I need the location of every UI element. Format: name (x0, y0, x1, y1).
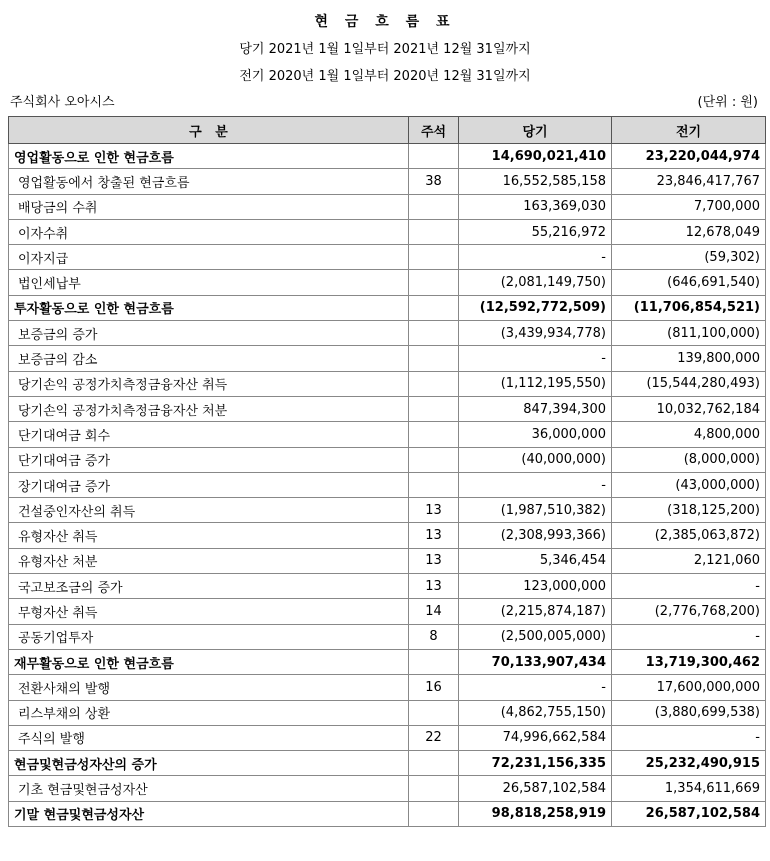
table-row (9, 270, 766, 295)
row-note (409, 801, 459, 826)
row-note: 13 (409, 574, 459, 599)
row-current-amount: (4,862,755,150) (459, 700, 612, 725)
row-label: 현금및현금성자산의 증가 (9, 751, 409, 776)
row-prior-amount: (2,776,768,200) (612, 599, 766, 624)
row-current-amount: 55,216,972 (459, 219, 612, 244)
row-label: 이자수취 (9, 219, 409, 244)
table-row (9, 245, 766, 270)
row-label: 장기대여금 증가 (9, 472, 409, 497)
table-row (9, 776, 766, 801)
row-prior-amount: - (612, 624, 766, 649)
table-row (9, 396, 766, 421)
table-row (9, 675, 766, 700)
row-label: 유형자산 취득 (9, 523, 409, 548)
row-note: 13 (409, 548, 459, 573)
row-label: 보증금의 증가 (9, 321, 409, 346)
row-prior-amount: 4,800,000 (612, 422, 766, 447)
row-current-amount: 70,133,907,434 (459, 649, 612, 674)
row-prior-amount: (3,880,699,538) (612, 700, 766, 725)
statement-title: 현 금 흐 름 표 (314, 14, 456, 30)
row-current-amount: (2,500,005,000) (459, 624, 612, 649)
row-current-amount: 36,000,000 (459, 422, 612, 447)
row-prior-amount: 17,600,000,000 (612, 675, 766, 700)
row-current-amount: 16,552,585,158 (459, 169, 612, 194)
row-prior-amount: 23,220,044,974 (612, 144, 766, 169)
row-label: 건설중인자산의 취득 (9, 498, 409, 523)
row-current-amount: (2,215,874,187) (459, 599, 612, 624)
row-current-amount: - (459, 675, 612, 700)
row-label: 유형자산 처분 (9, 548, 409, 573)
row-note (409, 776, 459, 801)
row-prior-amount: (646,691,540) (612, 270, 766, 295)
row-note: 14 (409, 599, 459, 624)
row-label: 영업활동으로 인한 현금흐름 (9, 144, 409, 169)
company-name: 주식회사 오아시스 (10, 95, 115, 110)
table-row (9, 523, 766, 548)
row-label: 리스부채의 상환 (9, 700, 409, 725)
row-current-amount: - (459, 245, 612, 270)
row-current-amount: (3,439,934,778) (459, 321, 612, 346)
row-label: 무형자산 취득 (9, 599, 409, 624)
table-row (9, 422, 766, 447)
row-prior-amount: (15,544,280,493) (612, 371, 766, 396)
row-label: 공동기업투자 (9, 624, 409, 649)
row-label: 전환사채의 발행 (9, 675, 409, 700)
row-prior-amount: (811,100,000) (612, 321, 766, 346)
row-prior-amount: 2,121,060 (612, 548, 766, 573)
table-row (9, 169, 766, 194)
row-label: 단기대여금 증가 (9, 447, 409, 472)
row-label: 보증금의 감소 (9, 346, 409, 371)
row-prior-amount: (43,000,000) (612, 472, 766, 497)
row-current-amount: (40,000,000) (459, 447, 612, 472)
row-label: 법인세납부 (9, 270, 409, 295)
row-prior-amount: 25,232,490,915 (612, 751, 766, 776)
row-current-amount: 98,818,258,919 (459, 801, 612, 826)
row-note: 13 (409, 523, 459, 548)
header-item: 구 분 (9, 117, 409, 144)
row-note (409, 194, 459, 219)
row-note (409, 447, 459, 472)
row-current-amount: 14,690,021,410 (459, 144, 612, 169)
row-current-amount: 123,000,000 (459, 574, 612, 599)
table-row (9, 498, 766, 523)
row-current-amount: - (459, 346, 612, 371)
table-row (9, 219, 766, 244)
row-label: 배당금의 수취 (9, 194, 409, 219)
row-note (409, 371, 459, 396)
row-note (409, 245, 459, 270)
row-note (409, 472, 459, 497)
row-note (409, 346, 459, 371)
row-prior-amount: 10,032,762,184 (612, 396, 766, 421)
row-prior-amount: - (612, 574, 766, 599)
row-current-amount: 74,996,662,584 (459, 725, 612, 750)
table-row (9, 371, 766, 396)
table-row (9, 725, 766, 750)
row-prior-amount: (11,706,854,521) (612, 295, 766, 320)
row-note (409, 751, 459, 776)
row-prior-amount: 26,587,102,584 (612, 801, 766, 826)
table-row (9, 295, 766, 320)
row-current-amount: 5,346,454 (459, 548, 612, 573)
table-row (9, 447, 766, 472)
table-row (9, 548, 766, 573)
row-label: 기말 현금및현금성자산 (9, 801, 409, 826)
row-note: 16 (409, 675, 459, 700)
current-period: 당기 2021년 1월 1일부터 2021년 12월 31일까지 (239, 42, 531, 57)
row-label: 영업활동에서 창출된 현금흐름 (9, 169, 409, 194)
row-label: 투자활동으로 인한 현금흐름 (9, 295, 409, 320)
cash-flow-table (8, 116, 766, 827)
table-header-row (9, 117, 766, 144)
row-prior-amount: - (612, 725, 766, 750)
row-current-amount: 26,587,102,584 (459, 776, 612, 801)
row-current-amount: (2,081,149,750) (459, 270, 612, 295)
header-note: 주석 (409, 117, 459, 144)
row-label: 국고보조금의 증가 (9, 574, 409, 599)
row-current-amount: - (459, 472, 612, 497)
row-label: 이자지급 (9, 245, 409, 270)
row-note (409, 270, 459, 295)
row-prior-amount: (8,000,000) (612, 447, 766, 472)
row-note: 38 (409, 169, 459, 194)
row-label: 당기손익 공정가치측정금융자산 처분 (9, 396, 409, 421)
row-label: 단기대여금 회수 (9, 422, 409, 447)
row-prior-amount: (2,385,063,872) (612, 523, 766, 548)
row-prior-amount: 1,354,611,669 (612, 776, 766, 801)
row-note (409, 396, 459, 421)
table-row (9, 346, 766, 371)
row-label: 기초 현금및현금성자산 (9, 776, 409, 801)
row-current-amount: 847,394,300 (459, 396, 612, 421)
row-prior-amount: 13,719,300,462 (612, 649, 766, 674)
table-row (9, 700, 766, 725)
row-prior-amount: 23,846,417,767 (612, 169, 766, 194)
row-note (409, 321, 459, 346)
row-current-amount: 72,231,156,335 (459, 751, 612, 776)
table-row (9, 751, 766, 776)
row-current-amount: (1,987,510,382) (459, 498, 612, 523)
row-prior-amount: (59,302) (612, 245, 766, 270)
row-note: 8 (409, 624, 459, 649)
header-prior: 전기 (612, 117, 766, 144)
row-note (409, 422, 459, 447)
row-note: 13 (409, 498, 459, 523)
table-row (9, 801, 766, 826)
row-note (409, 144, 459, 169)
header-current: 당기 (459, 117, 612, 144)
table-row (9, 624, 766, 649)
table-row (9, 144, 766, 169)
row-prior-amount: 7,700,000 (612, 194, 766, 219)
table-row (9, 649, 766, 674)
unit-label: (단위 : 원) (697, 95, 758, 110)
row-note (409, 700, 459, 725)
row-prior-amount: 139,800,000 (612, 346, 766, 371)
row-current-amount: (1,112,195,550) (459, 371, 612, 396)
table-row (9, 194, 766, 219)
row-prior-amount: 12,678,049 (612, 219, 766, 244)
prior-period: 전기 2020년 1월 1일부터 2020년 12월 31일까지 (239, 69, 531, 84)
table-row (9, 599, 766, 624)
row-note: 22 (409, 725, 459, 750)
row-current-amount: 163,369,030 (459, 194, 612, 219)
row-label: 당기손익 공정가치측정금융자산 취득 (9, 371, 409, 396)
table-row (9, 574, 766, 599)
row-prior-amount: (318,125,200) (612, 498, 766, 523)
row-label: 주식의 발행 (9, 725, 409, 750)
row-current-amount: (2,308,993,366) (459, 523, 612, 548)
row-note (409, 219, 459, 244)
table-body (9, 144, 766, 827)
row-note (409, 295, 459, 320)
row-note (409, 649, 459, 674)
row-label: 재무활동으로 인한 현금흐름 (9, 649, 409, 674)
table-row (9, 472, 766, 497)
row-current-amount: (12,592,772,509) (459, 295, 612, 320)
table-row (9, 321, 766, 346)
